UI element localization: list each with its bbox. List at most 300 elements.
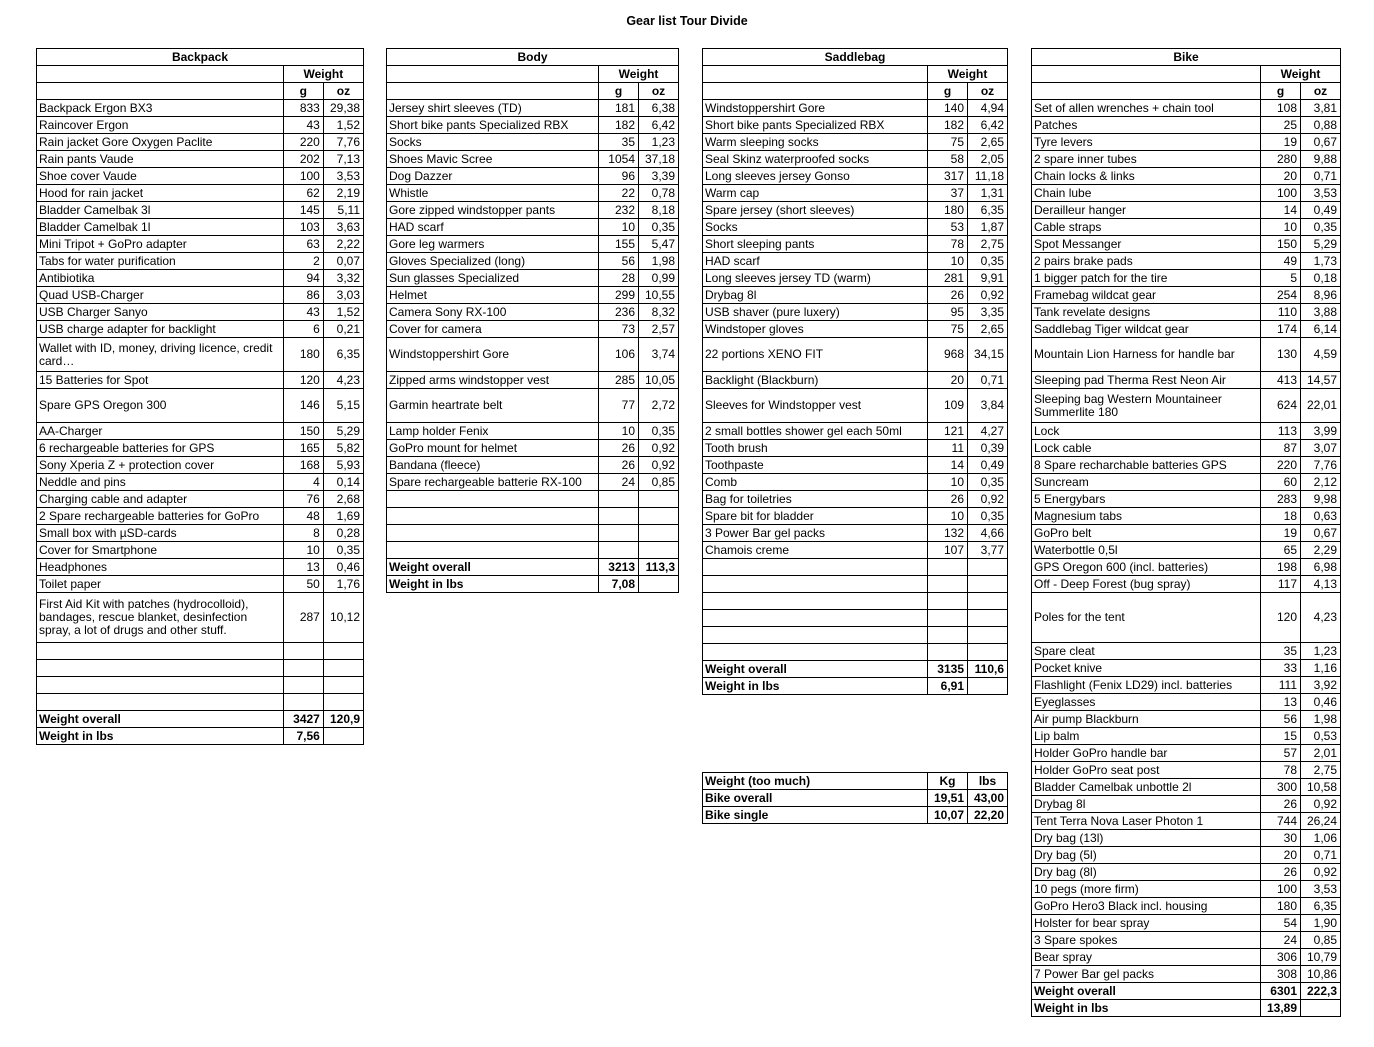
table-row [1032,491,1341,508]
ounces-header: oz [1301,83,1341,100]
item-name: Rain jacket Gore Oxygen Paclite [37,134,284,151]
table-row [703,236,1008,253]
blank-cell [703,576,928,593]
table-row [37,559,364,576]
item-name: Chain lube [1032,185,1261,202]
item-grams: 15 [1261,728,1301,745]
item-name: Socks [703,219,928,236]
item-ounces: 4,66 [968,525,1008,542]
item-ounces: 0,35 [639,219,679,236]
table-row [387,440,679,457]
item-grams: 254 [1261,287,1301,304]
item-ounces: 0,67 [1301,525,1341,542]
item-ounces: 0,92 [639,457,679,474]
item-ounces: 3,99 [1301,423,1341,440]
table-row [37,389,364,423]
item-grams: 100 [283,168,323,185]
item-grams: 10 [928,253,968,270]
item-name: Lip balm [1032,728,1261,745]
table-row [37,304,364,321]
grams-header: g [283,83,323,100]
item-name: Suncream [1032,474,1261,491]
blank-cell [1032,83,1261,100]
blank-cell [599,508,639,525]
item-name: Backlight (Blackburn) [703,372,928,389]
item-ounces: 6,42 [968,117,1008,134]
weight-overall-grams: 6301 [1261,983,1301,1000]
blank-cell [703,610,928,627]
table-row [1032,677,1341,694]
item-grams: 63 [283,236,323,253]
item-name: Holster for bear spray [1032,915,1261,932]
table-row [37,321,364,338]
item-name: Whistle [387,185,599,202]
item-name: Tyre levers [1032,134,1261,151]
table-row [37,457,364,474]
blank-cell [703,644,928,661]
table-row [1032,134,1341,151]
table-row [387,236,679,253]
item-name: Bag for toiletries [703,491,928,508]
item-name: Garmin heartrate belt [387,389,599,423]
item-grams: 5 [1261,270,1301,287]
item-grams: 111 [1261,677,1301,694]
weight-overall-grams: 3213 [599,559,639,576]
weight-header: Weight [928,66,1008,83]
table-row [703,372,1008,389]
item-ounces: 1,16 [1301,660,1341,677]
table-row [1032,694,1341,711]
item-ounces: 3,74 [639,338,679,372]
item-ounces: 6,35 [323,338,363,372]
item-ounces: 0,85 [1301,932,1341,949]
item-grams: 50 [283,576,323,593]
item-ounces: 0,35 [968,508,1008,525]
item-ounces: 0,07 [323,253,363,270]
item-ounces: 10,55 [639,287,679,304]
item-ounces: 0,18 [1301,270,1341,287]
item-name: GPS Oregon 600 (incl. batteries) [1032,559,1261,576]
item-grams: 22 [599,185,639,202]
page-title: Gear list Tour Divide [626,14,748,28]
item-grams: 33 [1261,660,1301,677]
item-grams: 833 [283,100,323,117]
item-ounces: 2,05 [968,151,1008,168]
item-grams: 10 [928,474,968,491]
table-row [37,151,364,168]
item-name: 6 rechargeable batteries for GPS [37,440,284,457]
table-row [703,508,1008,525]
item-grams: 308 [1261,966,1301,983]
item-name: Sleeping pad Therma Rest Neon Air [1032,372,1261,389]
blank-cell [968,678,1008,695]
item-ounces: 0,49 [1301,202,1341,219]
item-name: Mountain Lion Harness for handle bar [1032,338,1261,372]
item-ounces: 0,92 [1301,864,1341,881]
item-name: Warm sleeping socks [703,134,928,151]
item-grams: 624 [1261,389,1301,423]
table-row [1032,830,1341,847]
item-ounces: 3,07 [1301,440,1341,457]
weight-lbs-label: Weight in lbs [703,678,928,695]
item-ounces: 0,28 [323,525,363,542]
table-row [37,236,364,253]
item-ounces: 10,79 [1301,949,1341,966]
item-ounces: 3,81 [1301,100,1341,117]
blank-cell [387,83,599,100]
item-grams: 26 [599,457,639,474]
table-row [37,100,364,117]
item-ounces: 9,88 [1301,151,1341,168]
item-grams: 2 [283,253,323,270]
item-name: Seal Skinz waterproofed socks [703,151,928,168]
summary-row-label: Bike overall [703,790,928,807]
item-name: Spare bit for bladder [703,508,928,525]
item-name: GoPro Hero3 Black incl. housing [1032,898,1261,915]
item-grams: 11 [928,440,968,457]
item-name: Spot Messanger [1032,236,1261,253]
table-row [387,321,679,338]
item-name: Zipped arms windstopper vest [387,372,599,389]
item-name: Chain locks & links [1032,168,1261,185]
section-title: Bike [1032,49,1341,66]
table-row [703,151,1008,168]
item-name: Set of allen wrenches + chain tool [1032,100,1261,117]
item-grams: 75 [928,134,968,151]
item-ounces: 3,53 [1301,185,1341,202]
blank-cell [37,694,284,711]
item-name: Windstoppershirt Gore [703,100,928,117]
item-name: Raincover Ergon [37,117,284,134]
table-row [703,474,1008,491]
item-grams: 168 [283,457,323,474]
item-grams: 100 [1261,185,1301,202]
table-row [37,576,364,593]
weight-lbs-label: Weight in lbs [387,576,599,593]
item-grams: 232 [599,202,639,219]
item-ounces: 0,67 [1301,134,1341,151]
item-grams: 87 [1261,440,1301,457]
item-grams: 10 [283,542,323,559]
item-grams: 287 [283,593,323,643]
table-row [37,338,364,372]
table-row [1032,236,1341,253]
item-name: Sleeping bag Western Mountaineer Summerlite 180 [1032,389,1261,423]
item-ounces: 1,87 [968,219,1008,236]
item-name: Comb [703,474,928,491]
item-grams: 120 [283,372,323,389]
weight-header: Weight [1261,66,1341,83]
item-ounces: 5,82 [323,440,363,457]
item-grams: 30 [1261,830,1301,847]
item-grams: 65 [1261,542,1301,559]
item-grams: 43 [283,117,323,134]
table-row [1032,864,1341,881]
grams-header: g [599,83,639,100]
item-grams: 10 [928,508,968,525]
item-name: Socks [387,134,599,151]
table-row [37,219,364,236]
item-grams: 300 [1261,779,1301,796]
item-ounces: 2,75 [1301,762,1341,779]
ounces-header: oz [323,83,363,100]
table-row [37,270,364,287]
table-row [1032,457,1341,474]
item-grams: 108 [1261,100,1301,117]
item-name: Pocket knive [1032,660,1261,677]
item-name: Tent Terra Nova Laser Photon 1 [1032,813,1261,830]
blank-cell [599,525,639,542]
item-name: 8 Spare recharchable batteries GPS [1032,457,1261,474]
item-grams: 280 [1261,151,1301,168]
item-name: Lock cable [1032,440,1261,457]
item-name: Headphones [37,559,284,576]
blank-cell [283,660,323,677]
table-row [1032,304,1341,321]
table-row [37,474,364,491]
table-row [37,253,364,270]
table-row [1032,966,1341,983]
item-ounces: 9,91 [968,270,1008,287]
blank-cell [283,643,323,660]
table-row [37,440,364,457]
item-name: Tooth brush [703,440,928,457]
blank-cell [928,627,968,644]
item-name: Dog Dazzer [387,168,599,185]
table-row [387,474,679,491]
item-ounces: 0,71 [968,372,1008,389]
item-ounces: 8,96 [1301,287,1341,304]
item-ounces: 7,76 [323,134,363,151]
item-name: Bladder Camelbak 3l [37,202,284,219]
table-row [703,134,1008,151]
item-name: 2 spare inner tubes [1032,151,1261,168]
item-ounces: 4,13 [1301,576,1341,593]
table-row [387,151,679,168]
weight-overall-ounces: 120,9 [323,711,363,728]
item-grams: 86 [283,287,323,304]
item-name: Gore zipped windstopper pants [387,202,599,219]
table-row [1032,525,1341,542]
item-ounces: 10,86 [1301,966,1341,983]
item-ounces: 5,29 [323,423,363,440]
item-grams: 56 [599,253,639,270]
item-name: Framebag wildcat gear [1032,287,1261,304]
table-row [1032,253,1341,270]
item-grams: 120 [1261,593,1301,643]
item-ounces: 5,93 [323,457,363,474]
weight-overall-label: Weight overall [1032,983,1261,1000]
item-grams: 60 [1261,474,1301,491]
item-grams: 220 [283,134,323,151]
table-row [37,542,364,559]
item-ounces: 0,78 [639,185,679,202]
item-grams: 182 [599,117,639,134]
table-row [387,287,679,304]
blank-cell [323,660,363,677]
item-ounces: 0,39 [968,440,1008,457]
table-row [1032,593,1341,643]
item-name: Lamp holder Fenix [387,423,599,440]
item-ounces: 2,65 [968,134,1008,151]
item-grams: 10 [599,219,639,236]
table-row [1032,185,1341,202]
item-grams: 26 [599,440,639,457]
table-row [703,270,1008,287]
item-ounces: 3,53 [1301,881,1341,898]
item-grams: 283 [1261,491,1301,508]
item-name: Backpack Ergon BX3 [37,100,284,117]
item-grams: 75 [928,321,968,338]
table-row [1032,440,1341,457]
blank-cell [283,677,323,694]
item-grams: 20 [928,372,968,389]
item-grams: 58 [928,151,968,168]
blank-cell [599,491,639,508]
table-row [1032,508,1341,525]
item-grams: 110 [1261,304,1301,321]
table-row [703,389,1008,423]
item-name: USB shaver (pure luxery) [703,304,928,321]
blank-cell [323,677,363,694]
table-row [703,185,1008,202]
table-row [1032,643,1341,660]
table-row [1032,100,1341,117]
item-name: HAD scarf [387,219,599,236]
item-name: Bladder Camelbak 1l [37,219,284,236]
blank-cell [928,576,968,593]
item-ounces: 0,92 [1301,796,1341,813]
item-grams: 236 [599,304,639,321]
table-row [703,457,1008,474]
item-ounces: 1,73 [1301,253,1341,270]
item-grams: 10 [1261,219,1301,236]
item-name: Spare GPS Oregon 300 [37,389,284,423]
item-ounces: 6,38 [639,100,679,117]
table-row [1032,898,1341,915]
table-row [703,525,1008,542]
item-grams: 180 [1261,898,1301,915]
item-name: Bladder Camelbak unbottle 2l [1032,779,1261,796]
item-grams: 130 [1261,338,1301,372]
weight-lbs-label: Weight in lbs [37,728,284,745]
table-row [1032,287,1341,304]
item-ounces: 4,94 [968,100,1008,117]
item-grams: 109 [928,389,968,423]
table-row [387,100,679,117]
item-ounces: 2,68 [323,491,363,508]
table-row [703,321,1008,338]
blank-cell [323,728,363,745]
item-name: Toilet paper [37,576,284,593]
item-grams: 78 [928,236,968,253]
blank-cell [928,559,968,576]
item-name: Waterbottle 0,5l [1032,542,1261,559]
blank-cell [387,66,599,83]
table-row [703,100,1008,117]
item-ounces: 1,98 [1301,711,1341,728]
item-name: GoPro belt [1032,525,1261,542]
blank-cell [968,644,1008,661]
item-name: Short sleeping pants [703,236,928,253]
grams-header: g [1261,83,1301,100]
item-ounces: 0,88 [1301,117,1341,134]
item-grams: 26 [1261,864,1301,881]
weight-header: Weight [283,66,363,83]
item-name: Windstoper gloves [703,321,928,338]
item-grams: 18 [1261,508,1301,525]
summary-row-label: Bike single [703,807,928,824]
saddlebag-table [702,48,1008,695]
item-grams: 28 [599,270,639,287]
item-name: Rain pants Vaude [37,151,284,168]
blank-cell [37,660,284,677]
table-row [703,491,1008,508]
blank-cell [37,643,284,660]
table-row [387,372,679,389]
item-grams: 182 [928,117,968,134]
item-ounces: 11,18 [968,168,1008,185]
weight-header: Weight [599,66,679,83]
item-grams: 19 [1261,525,1301,542]
item-grams: 1054 [599,151,639,168]
item-name: GoPro mount for helmet [387,440,599,457]
item-ounces: 6,35 [1301,898,1341,915]
item-name: Off - Deep Forest (bug spray) [1032,576,1261,593]
item-name: Short bike pants Specialized RBX [703,117,928,134]
item-ounces: 0,35 [968,253,1008,270]
item-name: Helmet [387,287,599,304]
blank-cell [37,66,284,83]
table-row [387,185,679,202]
table-row [1032,796,1341,813]
weight-lbs-value: 13,89 [1261,1000,1301,1017]
item-ounces: 0,92 [639,440,679,457]
item-grams: 6 [283,321,323,338]
item-ounces: 3,03 [323,287,363,304]
table-row [1032,542,1341,559]
item-grams: 35 [1261,643,1301,660]
item-name: Flashlight (Fenix LD29) incl. batteries [1032,677,1261,694]
item-grams: 220 [1261,457,1301,474]
item-grams: 37 [928,185,968,202]
item-name: Warm cap [703,185,928,202]
item-ounces: 2,12 [1301,474,1341,491]
table-row [37,168,364,185]
table-row [703,253,1008,270]
table-row [1032,372,1341,389]
item-name: Charging cable and adapter [37,491,284,508]
item-grams: 10 [599,423,639,440]
item-grams: 96 [599,168,639,185]
item-grams: 150 [283,423,323,440]
item-name: Shoes Mavic Scree [387,151,599,168]
item-ounces: 6,35 [968,202,1008,219]
item-name: Gloves Specialized (long) [387,253,599,270]
item-grams: 181 [599,100,639,117]
blank-cell [639,525,679,542]
kg-header: Kg [928,773,968,790]
summary-row-lbs: 22,20 [968,807,1008,824]
item-grams: 317 [928,168,968,185]
item-grams: 49 [1261,253,1301,270]
item-ounces: 0,49 [968,457,1008,474]
item-ounces: 0,21 [323,321,363,338]
item-ounces: 0,63 [1301,508,1341,525]
table-row [387,389,679,423]
item-ounces: 3,32 [323,270,363,287]
table-row [37,287,364,304]
